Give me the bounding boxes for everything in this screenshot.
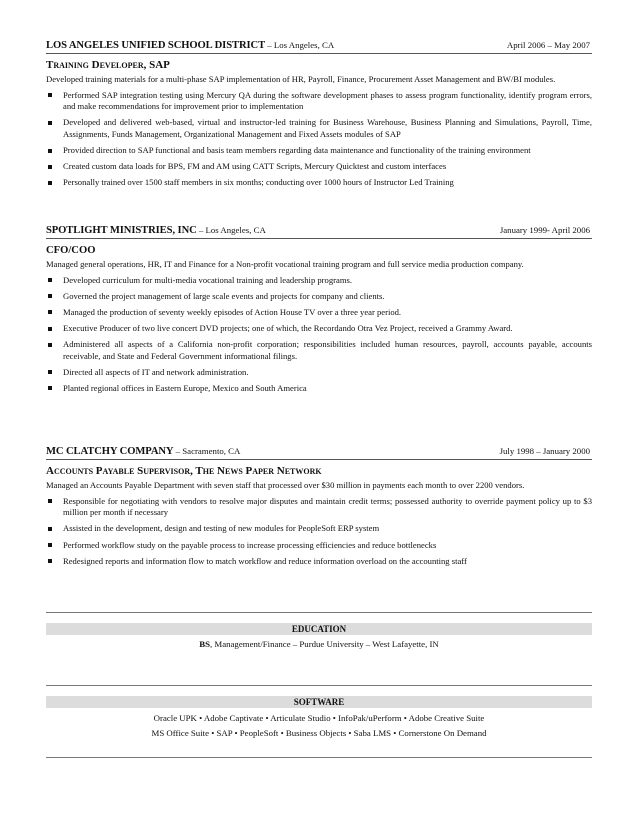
bullet-item: Created custom data loads for BPS, FM and AM using CATT Scripts, Mercury Quicktest and custom interfaces xyxy=(46,161,592,173)
job-bullets xyxy=(46,90,592,189)
bullet-item: Performed workflow study on the payable process to increase processing efficiencies and reduce bottlenecks xyxy=(46,540,592,552)
bullet-square-icon xyxy=(48,294,52,298)
bullet-square-icon xyxy=(48,181,52,185)
job-summary: Managed an Accounts Payable Department with seven staff that processed over $30 million in payments each month to over 2200 vendors. xyxy=(46,480,525,491)
job-dates: July 1998 – January 2000 xyxy=(499,446,590,456)
bullet-square-icon xyxy=(48,93,52,97)
bullet-square-icon xyxy=(48,370,52,374)
employer xyxy=(46,40,334,52)
job-lausd xyxy=(46,40,592,193)
bullet-item: Planted regional offices in Eastern Europe, Mexico and South America xyxy=(46,383,592,395)
job-dates: January 1999- April 2006 xyxy=(499,225,590,235)
bullet-item: Provided direction to SAP functional and basis team members regarding data maintenance and functionality of the training environment xyxy=(46,145,592,157)
software-line-2: MS Office Suite • SAP • PeopleSoft • Business Objects • Saba LMS • Cornerstone On Demand xyxy=(151,728,487,738)
employer-location: – Los Angeles, CA xyxy=(196,225,266,235)
job-header xyxy=(46,446,592,460)
bullet-square-icon xyxy=(48,343,52,347)
bullet-square-icon xyxy=(48,310,52,314)
bullet-square-icon xyxy=(48,499,52,503)
software-line-1: Oracle UPK • Adobe Captivate • Articulate Studio • InfoPak/uPerform • Adobe Creative Suite xyxy=(153,713,485,723)
job-title: Accounts Payable Supervisor, The News Paper Network xyxy=(46,464,322,477)
bullet-item: Responsible for negotiating with vendors to resolve major disputes and maintain credit terms; possessed authority to override payment policy up to $3 million per month if necessary xyxy=(46,496,592,519)
bullet-square-icon xyxy=(48,278,52,282)
bullet-square-icon xyxy=(48,543,52,547)
bullet-item: Developed and delivered web-based, virtual and instructor-led training for Business Warehouse, Business Planning and Simulations, Payroll, Time, Assignments, Funds Management, Organizational Management and Fixed Assets modules of SAP xyxy=(46,117,592,140)
bullet-item: Governed the project management of large scale events and projects for company and clients. xyxy=(46,291,592,303)
section-divider xyxy=(46,612,592,613)
employer-location: – Los Angeles, CA xyxy=(265,40,335,50)
bullet-item: Administered all aspects of a California non-profit corporation; responsibilities included human resources, payroll, accounts payable, accounts receivable, and State and Federal Government informational filings. xyxy=(46,339,592,362)
job-title: Training Developer, SAP xyxy=(46,58,170,71)
education-heading: EDUCATION xyxy=(46,623,592,635)
job-header xyxy=(46,225,592,239)
bullet-square-icon xyxy=(48,386,52,390)
job-summary: Developed training materials for a multi-phase SAP implementation of HR, Payroll, Finance, Procurement Asset Management and BW/BI modules. xyxy=(46,74,556,85)
employer-location: – Sacramento, CA xyxy=(173,446,241,456)
software-heading: SOFTWARE xyxy=(46,696,592,708)
education-detail: , Management/Finance – Purdue University – West Lafayette, IN xyxy=(210,639,439,649)
degree: BS xyxy=(199,639,210,649)
bullet-item: Redesigned reports and information flow to match workflow and reduce information overload on the accounting staff xyxy=(46,556,592,568)
job-bullets xyxy=(46,275,592,395)
job-title: CFO/COO xyxy=(46,244,96,256)
bullet-item: Developed curriculum for multi-media vocational training and leadership programs. xyxy=(46,275,592,287)
employer-name: SPOTLIGHT MINISTRIES, INC xyxy=(46,225,197,236)
bullet-square-icon xyxy=(48,149,52,153)
bullet-square-icon xyxy=(48,327,52,331)
job-dates: April 2006 – May 2007 xyxy=(506,40,590,50)
employer xyxy=(46,446,240,458)
job-bullets xyxy=(46,496,592,567)
bullet-item: Personally trained over 1500 staff members in six months; conducting over 1000 hours of Instructor Led Training xyxy=(46,177,592,189)
employer-name: LOS ANGELES UNIFIED SCHOOL DISTRICT xyxy=(46,40,266,51)
bullet-item: Executive Producer of two live concert DVD projects; one of which, the Recordando Otra Vez Project, received a Grammy Award. xyxy=(46,323,592,335)
section-divider xyxy=(46,757,592,758)
job-summary: Managed general operations, HR, IT and Finance for a Non-profit vocational training program and full service media production company. xyxy=(46,259,524,270)
education-entry xyxy=(46,639,592,651)
job-header xyxy=(46,40,592,54)
bullet-square-icon xyxy=(48,559,52,563)
employer-name: MC CLATCHY COMPANY xyxy=(46,446,174,457)
bullet-item: Assisted in the development, design and testing of new modules for PeopleSoft ERP system xyxy=(46,523,592,535)
section-divider xyxy=(46,685,592,686)
bullet-item: Directed all aspects of IT and network administration. xyxy=(46,367,592,379)
employer xyxy=(46,225,266,237)
job-mcclatchy xyxy=(46,446,592,572)
bullet-item: Performed SAP integration testing using Mercury QA during the software development phases to assess program functionality, identify program errors, and make recommendations for improvement prior to implementation xyxy=(46,90,592,113)
bullet-square-icon xyxy=(48,527,52,531)
job-spotlight xyxy=(46,225,592,399)
bullet-item: Managed the production of seventy weekly episodes of Action House TV over a three year period. xyxy=(46,307,592,319)
bullet-square-icon xyxy=(48,121,52,125)
bullet-square-icon xyxy=(48,165,52,169)
